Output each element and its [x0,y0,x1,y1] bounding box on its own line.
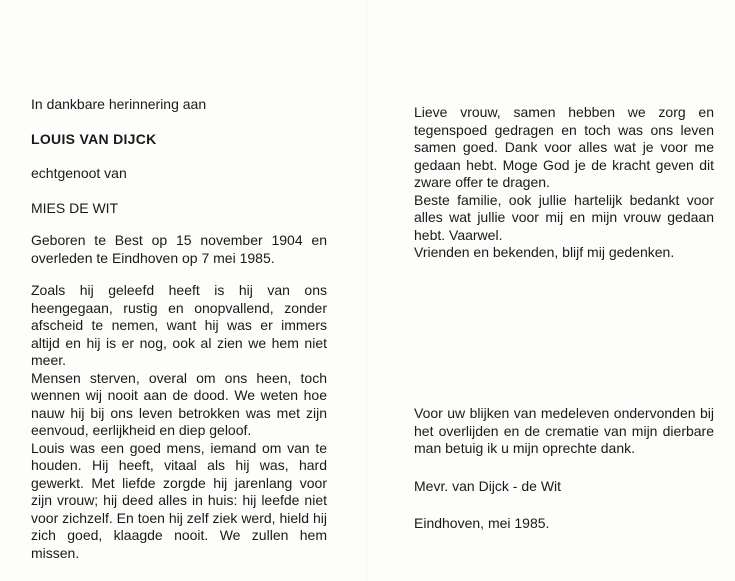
tribute-paragraph-1: Zoals hij geleefd heeft is hij van ons heengegaan, rustig en onopvallend, zonder afscheid te nemen, want hij was er immers altijd en hij is er nog, ook al zien we hem niet meer. [31,282,327,368]
fold-line [366,0,367,581]
thanks-text: Voor uw blijken van medeleven ondervonden bij het overlijden en de crematie van mijn dierbare man betuig ik u mijn oprechte dank. [414,405,714,456]
right-column-top [414,104,714,262]
spouse-name: MIES DE WIT [31,199,119,216]
intro-text: In dankbare herinnering aan [31,96,207,112]
place-date: Eindhoven, mei 1985. [414,515,550,531]
farewell-paragraph-2: Beste familie, ook jullie hartelijk bedankt voor alles wat jullie voor mij en mijn vrouw gedaan hebt. Vaarwel. [414,191,714,243]
right-column-bottom [414,405,714,533]
signature: Mevr. van Dijck - de Wit [414,477,562,494]
tribute-paragraph-2: Mensen sterven, overal om ons heen, toch wennen wij nooit aan de dood. We weten hoe nauw hij bij ons leven betrokken was met zijn eenvoud, eerlijkheid en diep geloof. [31,369,327,438]
deceased-name: LOUIS VAN DIJCK [31,130,157,147]
tribute-paragraph-3: Louis was een goed mens, iemand om van te houden. Hij heeft, vitaal als hij was, hard gewerkt. Met liefde zorgde hij jarenlang voor zijn vrouw; hij deed alles in huis: hij leefde niet voor zichzelf. En toen hij zelf ziek werd, hield hij zich goed, klaagde nooit. We zullen hem missen. [31,439,327,561]
left-column [31,96,327,562]
farewell-paragraph-3: Vrienden en bekenden, blijf mij gedenken. [414,244,675,260]
farewell-paragraph-1: Lieve vrouw, samen hebben we zorg en tegenspoed gedragen en toch was ons leven samen goed. Dank voor alles wat je voor me gedaan hebt. Moge God je de kracht geven dit zware offer te dragen. [414,104,714,190]
relation-text: echtgenoot van [31,165,127,181]
birth-death-text: Geboren te Best op 15 november 1904 en overleden te Eindhoven op 7 mei 1985. [31,232,327,266]
